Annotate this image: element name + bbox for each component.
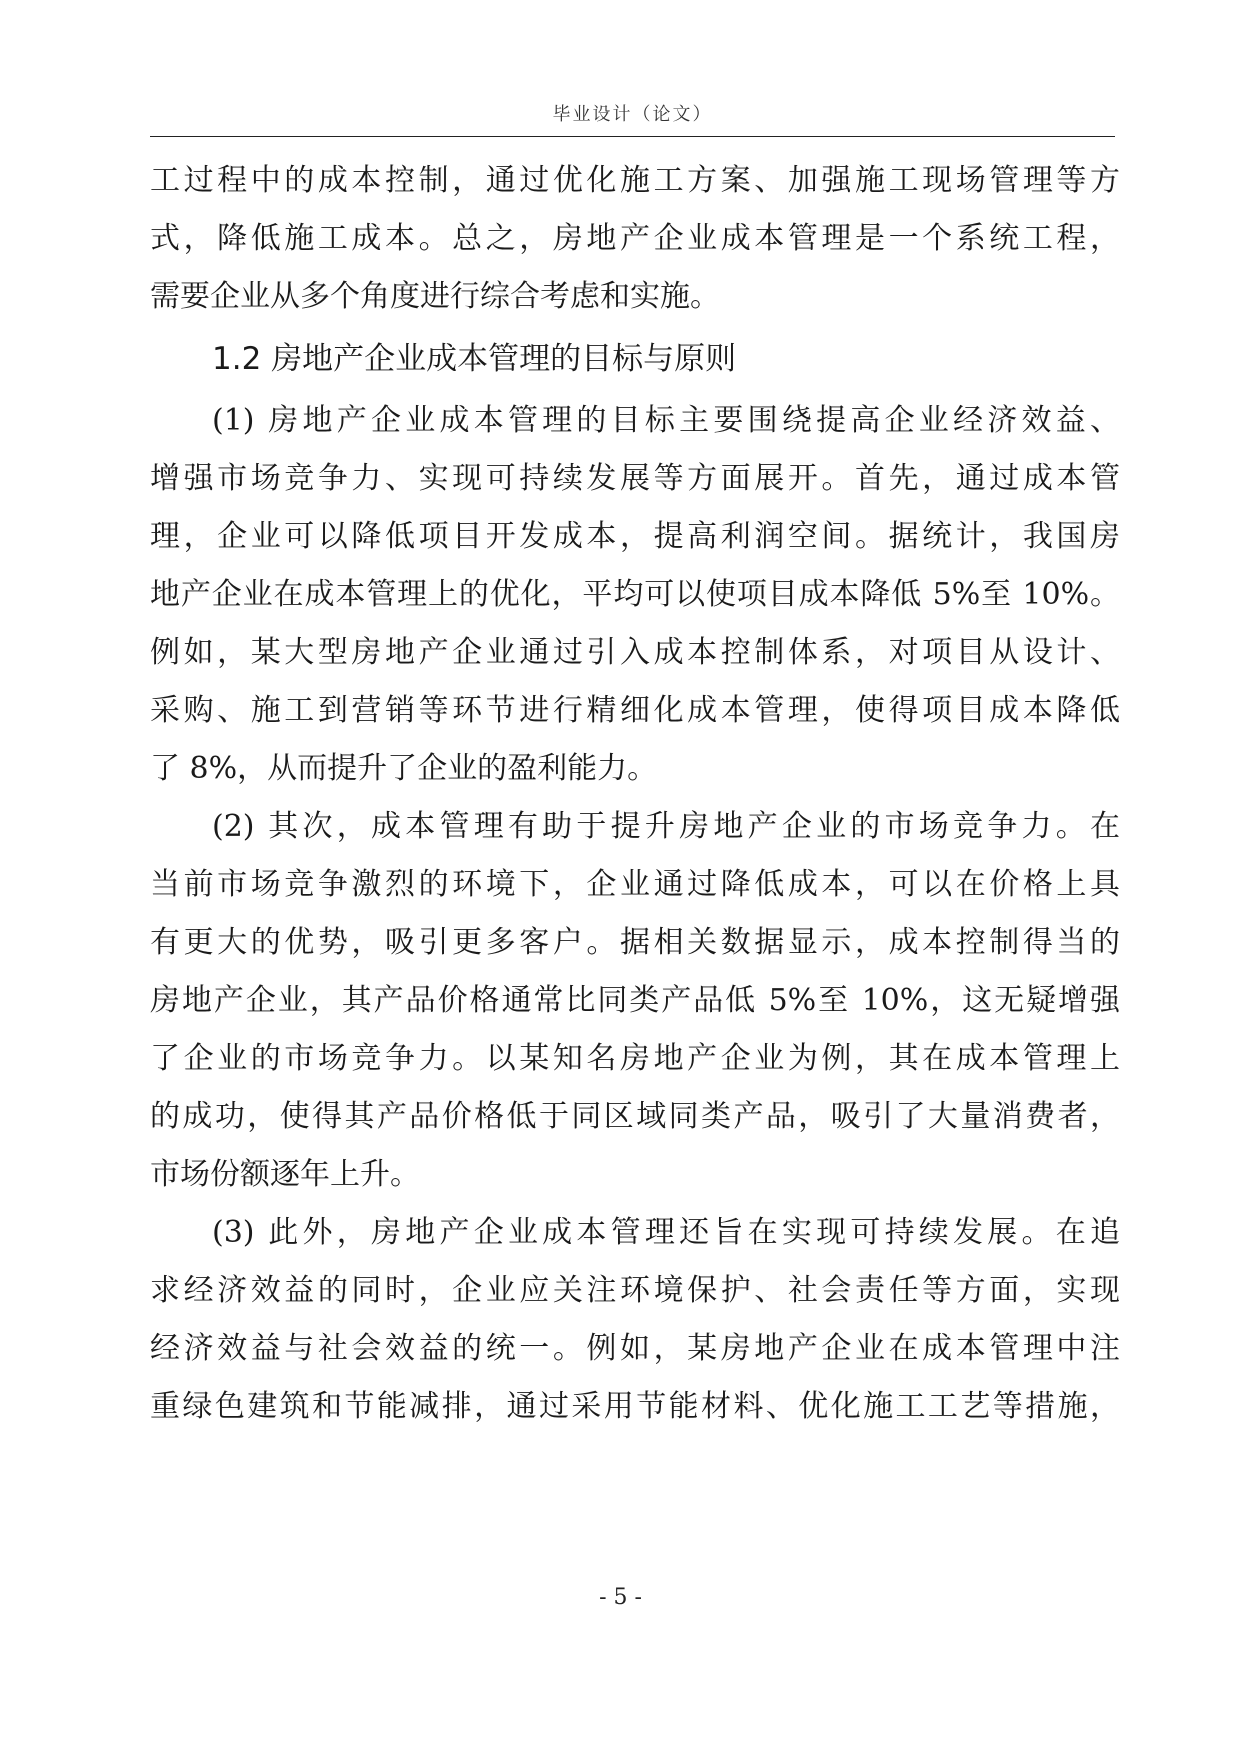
text-line: 的成功，使得其产品价格低于同区域同类产品，吸引了大量消费者， <box>150 1099 1120 1134</box>
text-line: 重绿色建筑和节能减排，通过采用节能材料、优化施工工艺等措施， <box>150 1389 1120 1424</box>
text-line: 当前市场竞争激烈的环境下，企业通过降低成本，可以在价格上具 <box>150 867 1120 902</box>
document-body <box>150 152 1120 1436</box>
text-line: 理，企业可以降低项目开发成本，提高利润空间。据统计，我国房 <box>150 519 1120 554</box>
text-line: 经济效益与社会效益的统一。例如，某房地产企业在成本管理中注 <box>150 1331 1120 1366</box>
text-line: 了企业的市场竞争力。以某知名房地产企业为例，其在成本管理上 <box>150 1041 1120 1076</box>
text-line: 市场份额逐年上升。 <box>150 1157 420 1192</box>
text-line: 了 8%，从而提升了企业的盈利能力。 <box>150 751 658 786</box>
text-line: 房地产企业，其产品价格通常比同类产品低 5%至 10%，这无疑增强 <box>150 983 1120 1018</box>
text-line: (2) 其次，成本管理有助于提升房地产企业的市场竞争力。在 <box>212 809 1120 844</box>
text-line: 增强市场竞争力、实现可持续发展等方面展开。首先，通过成本管 <box>150 461 1120 496</box>
text-line: 例如，某大型房地产企业通过引入成本控制体系，对项目从设计、 <box>150 635 1120 670</box>
text-line: (1) 房地产企业成本管理的目标主要围绕提高企业经济效益、 <box>212 403 1120 438</box>
header-divider <box>150 136 1115 137</box>
text-line: 求经济效益的同时，企业应关注环境保护、社会责任等方面，实现 <box>150 1273 1120 1308</box>
text-line: 式，降低施工成本。总之，房地产企业成本管理是一个系统工程， <box>150 221 1120 256</box>
text-line: 采购、施工到营销等环节进行精细化成本管理，使得项目成本降低 <box>150 693 1120 728</box>
page-header: 毕业设计（论文） <box>552 104 713 125</box>
text-line: 地产企业在成本管理上的优化，平均可以使项目成本降低 5%至 10%。 <box>150 577 1120 612</box>
text-line: 工过程中的成本控制，通过优化施工方案、加强施工现场管理等方 <box>150 163 1120 198</box>
text-line: 有更大的优势，吸引更多客户。据相关数据显示，成本控制得当的 <box>150 925 1120 960</box>
text-line: 需要企业从多个角度进行综合考虑和实施。 <box>150 279 720 314</box>
page-number: - 5 - <box>599 1585 642 1610</box>
text-line: (3) 此外，房地产企业成本管理还旨在实现可持续发展。在追 <box>212 1215 1120 1250</box>
section-heading: 1.2 房地产企业成本管理的目标与原则 <box>212 341 737 377</box>
